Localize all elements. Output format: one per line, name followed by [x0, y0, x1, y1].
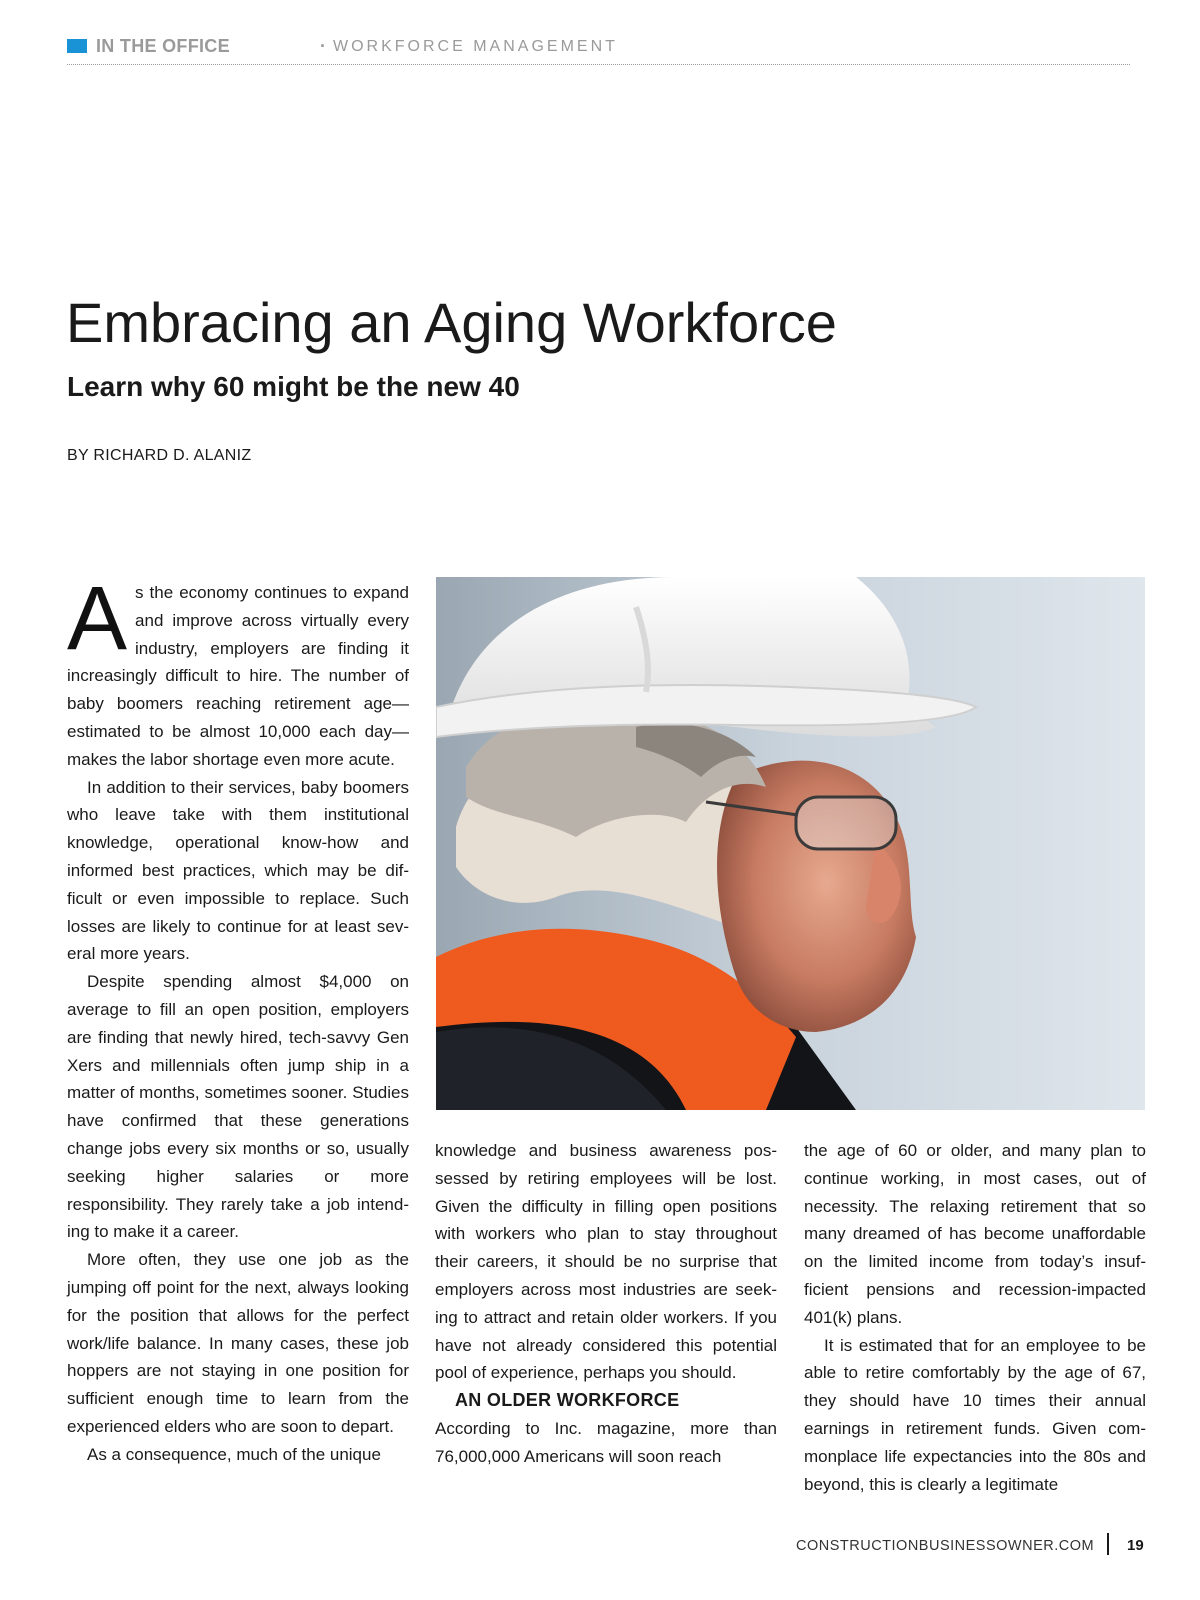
- article-subtitle: Learn why 60 might be the new 40: [67, 371, 520, 402]
- byline: BY RICHARD D. ALANIZ: [67, 447, 252, 464]
- section-header: [67, 36, 1130, 65]
- paragraph: It is estimated that for an employee to be able to retire comfortably by the age of 67, they should have 10 times their annual earnings in retirement funds. Given commonplace life expectancies into the 80s and beyond, this is clearly a legitimate: [804, 1335, 1146, 1494]
- paragraph: the age of 60 or older, and many plan to continue working, in most cases, out of necessity. The relaxing retirement that so many dreamed of has become unaffordable on the limited income from today’s insufficient pensions and recession-impacted 401(k) plans.: [804, 1141, 1146, 1327]
- separator-dot: ·: [320, 36, 326, 56]
- section-subhead: AN OLDER WORKFORCE: [455, 1390, 680, 1411]
- paragraph-text: s the economy continues to expand and improve across virtually every industry, employers are finding it increasingly difficult to hire. The number of baby boomers reaching retirement age—estimated to be almost 10,000 each day—makes the labor shortage even more acute.: [67, 583, 409, 769]
- article-column-2: [435, 1137, 777, 1471]
- article-title: Embracing an Aging Workforce: [66, 291, 837, 354]
- subsection-label: WORKFORCE MANAGEMENT: [333, 38, 618, 55]
- section-marker-icon: [67, 39, 87, 53]
- section-label: IN THE OFFICE: [96, 36, 230, 56]
- paragraph: More often, they use one job as the jumping off point for the next, always looking for the position that allows for the perfect work/life balance. In many cases, these job hoppers are not staying in one position for sufficient enough time to learn from the experienced elders who are soon to depart.: [67, 1250, 409, 1436]
- paragraph: [67, 569, 409, 774]
- article-column-1: [67, 569, 409, 1469]
- page-number: 19: [1127, 1537, 1144, 1554]
- drop-cap: A: [67, 569, 128, 669]
- worker-portrait-image: [436, 577, 1145, 1110]
- paragraph: According to Inc. magazine, more than 76,000,000 Americans will soon reach: [435, 1418, 777, 1466]
- paragraph: In addition to their services, baby boomers who leave take with them institutional knowledge, operational know-how and informed best practices, which may be difficult or even impossible to replace. Such losses are likely to continue for at least several more years.: [67, 777, 409, 964]
- article-column-3: [804, 1137, 1146, 1498]
- article-photo: [436, 577, 1145, 1110]
- paragraph: Despite spending almost $4,000 on average to fill an open position, employers are finding that newly hired, tech-savvy Gen Xers and millennials often jump ship in a matter of months, sometimes sooner. Studies have confirmed that these generations change jobs every six months or so, usually seeking higher salaries or more responsibility. They rarely take a job intending to make it a career.: [67, 972, 409, 1242]
- paragraph: knowledge and business awareness possessed by retiring employees will be lost. Given the difficulty in filling open positions with workers who plan to stay throughout their careers, it should be no surprise that employers across most industries are seeking to attract and retain older workers. If you have not already considered this potential pool of experience, perhaps you should.: [435, 1141, 777, 1383]
- paragraph: As a consequence, much of the unique: [87, 1444, 381, 1464]
- footer-website: CONSTRUCTIONBUSINESSOWNER.COM: [796, 1538, 1095, 1554]
- footer-divider: [1107, 1533, 1109, 1555]
